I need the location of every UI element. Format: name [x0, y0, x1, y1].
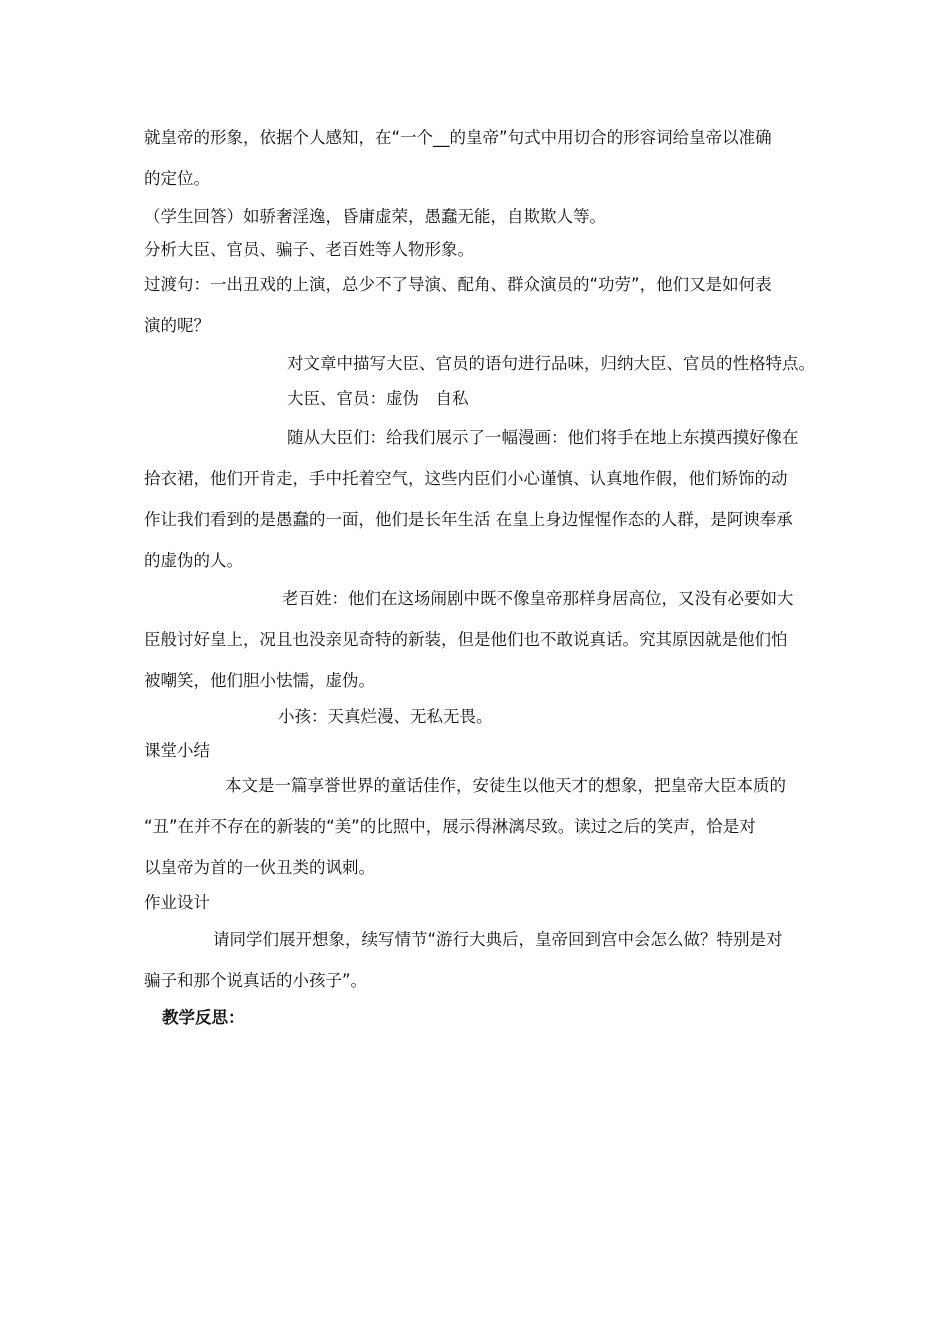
text-line: 分析大臣、官员、骗子、老百姓等人物形象。	[144, 240, 474, 259]
text-line: 过渡句：一出丑戏的上演，总少不了导演、配角、群众演员的“功劳”，他们又是如何表	[144, 275, 772, 294]
text-line: 对文章中描写大臣、官员的语句进行品味，归纳大臣、官员的性格特点。	[287, 354, 815, 373]
text-line: 作让我们看到的是愚蠢的一面，他们是长年生活 在皇上身边惺惺作态的人群，是阿谀奉承	[144, 510, 793, 529]
text-line: （学生回答）如骄奢淫逸，昏庸虚荣，愚蠢无能，自欺欺人等。	[144, 207, 606, 226]
text-line: 的虚伪的人。	[144, 551, 243, 570]
text-line: 臣般讨好皇上，况且也没亲见奇特的新装，但是他们也不敢说真话。究其原因就是他们怕	[144, 630, 788, 649]
text-line: 老百姓：他们在这场闹剧中既不像皇帝那样身居高位，又没有必要如大	[282, 589, 794, 608]
section-heading-teaching-reflection: 教学反思：	[162, 1008, 245, 1027]
text-line: 骗子和那个说真话的小孩子”。	[144, 971, 368, 990]
text-line: 小孩：天真烂漫、无私无畏。	[278, 707, 493, 726]
text-line: 就皇帝的形象，依据个人感知，在“一个__的皇帝”句式中用切合的形容词给皇帝以准确	[144, 128, 772, 147]
text-line: “丑”在并不存在的新装的“美”的比照中，展示得淋漓尽致。读过之后的笑声，恰是对	[144, 817, 756, 836]
text-line: 的定位。	[144, 169, 210, 188]
text-line: 请同学们展开想象，续写情节“游行大典后，皇帝回到宫中会怎么做？特别是对	[213, 930, 783, 949]
text-line: 以皇帝为首的一伙丑类的讽刺。	[144, 858, 375, 877]
text-line: 大臣、官员：虚伪 自私	[287, 389, 469, 408]
text-line: 随从大臣们：给我们展示了一幅漫画：他们将手在地上东摸西摸好像在	[287, 428, 799, 447]
text-line: 被嘲笑，他们胆小怯懦，虚伪。	[144, 671, 375, 690]
text-line: 演的呢？	[144, 316, 210, 335]
text-line: 本文是一篇享誉世界的童话佳作，安徒生以他天才的想象，把皇帝大臣本质的	[225, 776, 786, 795]
text-line: 拾衣裙，他们开肯走，手中托着空气，这些内臣们小心谨慎、认真地作假，他们矫饰的动	[144, 469, 788, 488]
section-heading-homework: 作业设计	[144, 893, 210, 912]
section-heading-class-summary: 课堂小结	[144, 741, 210, 760]
